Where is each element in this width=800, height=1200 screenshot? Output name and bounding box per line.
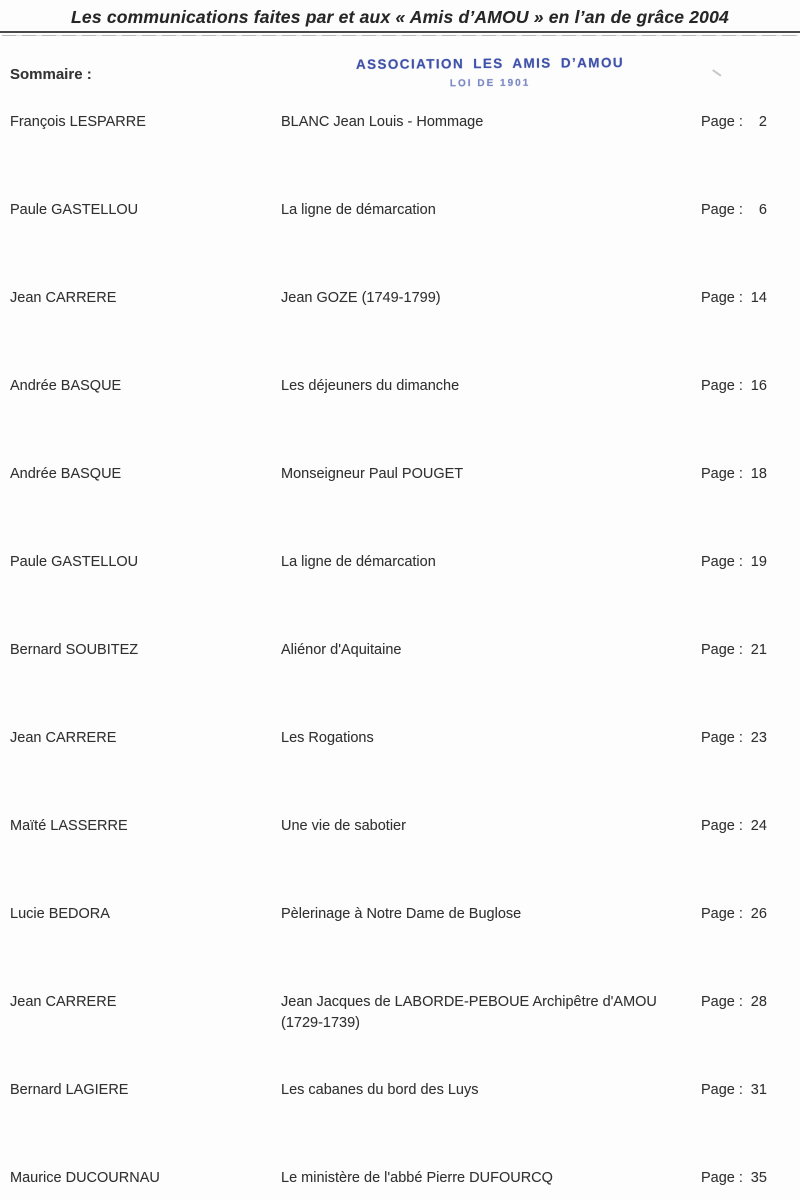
toc-entry-title: Jean GOZE (1749-1799)	[281, 290, 441, 306]
toc-page-number: 14	[750, 290, 767, 306]
toc-entry-title: La ligne de démarcation	[281, 202, 436, 218]
toc-page-label: Page :	[701, 1082, 743, 1098]
title-underline	[0, 31, 800, 33]
toc-page-number: 35	[750, 1170, 767, 1186]
toc-entry-title: Une vie de sabotier	[281, 818, 406, 834]
toc-page-number: 31	[750, 1082, 767, 1098]
toc-page-number: 2	[758, 114, 767, 130]
toc-page-cell	[701, 816, 800, 837]
toc-page-label: Page :	[701, 114, 743, 130]
toc-author-name: Jean CARRERE	[10, 290, 117, 306]
toc-author-name: Andrée BASQUE	[10, 466, 122, 482]
toc-row	[0, 904, 800, 992]
toc-entry-title: Pèlerinage à Notre Dame de Buglose	[281, 906, 522, 922]
toc-page-label: Page :	[701, 466, 743, 482]
toc-row	[0, 376, 800, 464]
toc-page-label: Page :	[701, 730, 743, 746]
toc-entry-title: Aliénor d'Aquitaine	[281, 642, 402, 658]
toc-entry-title: Les cabanes du bord des Luys	[281, 1082, 479, 1098]
toc-author-name: Jean CARRERE	[10, 730, 117, 746]
toc-page-cell	[701, 288, 800, 309]
toc-page-number: 28	[750, 994, 767, 1010]
toc-author-name: Paule GASTELLOU	[10, 202, 139, 218]
toc-page-cell	[701, 552, 800, 573]
toc-entry-title: Jean Jacques de LABORDE-PEBOUE Archipêtre d'AMOU (1729-1739)	[281, 994, 657, 1031]
toc-page-number: 19	[750, 554, 767, 570]
toc-author-name: Lucie BEDORA	[10, 906, 110, 922]
toc-row	[0, 464, 800, 552]
toc-page-number: 6	[758, 202, 767, 218]
toc-page-cell	[701, 376, 800, 397]
toc-author-name: Jean CARRERE	[10, 994, 117, 1010]
toc-author-name: Paule GASTELLOU	[10, 554, 139, 570]
toc-page-label: Page :	[701, 202, 743, 218]
toc-row	[0, 200, 800, 288]
toc-entry-title: Les Rogations	[281, 730, 374, 746]
toc-row	[0, 112, 800, 200]
toc-row	[0, 640, 800, 728]
toc-row	[0, 1168, 800, 1200]
toc-page-cell	[701, 1168, 800, 1189]
toc-author-name: Maïté LASSERRE	[10, 818, 128, 834]
toc-page-label: Page :	[701, 1170, 743, 1186]
toc-row	[0, 1080, 800, 1168]
toc-page-cell	[701, 200, 800, 221]
toc-row	[0, 728, 800, 816]
toc-page-cell	[701, 112, 800, 133]
toc-page-label: Page :	[701, 290, 743, 306]
toc-row	[0, 552, 800, 640]
table-of-contents	[0, 112, 800, 1200]
toc-author-name: Andrée BASQUE	[10, 378, 122, 394]
toc-page-cell	[701, 640, 800, 661]
toc-page-number: 24	[750, 818, 767, 834]
toc-page-number: 23	[750, 730, 767, 746]
toc-row	[0, 992, 800, 1080]
scan-artifact-mark	[712, 69, 721, 76]
toc-page-label: Page :	[701, 642, 743, 658]
toc-author-name: François LESPARRE	[10, 114, 146, 130]
toc-author-name: Bernard LAGIERE	[10, 1082, 129, 1098]
toc-page-label: Page :	[701, 994, 743, 1010]
toc-row	[0, 816, 800, 904]
toc-entry-title: Le ministère de l'abbé Pierre DUFOURCQ	[281, 1170, 553, 1186]
toc-page-label: Page :	[701, 818, 743, 834]
toc-entry-title: Monseigneur Paul POUGET	[281, 466, 464, 482]
toc-page-label: Page :	[701, 554, 743, 570]
toc-author-name: Bernard SOUBITEZ	[10, 642, 139, 658]
toc-page-cell	[701, 904, 800, 925]
toc-page-number: 16	[750, 378, 767, 394]
toc-page-label: Page :	[701, 906, 743, 922]
toc-page-cell	[701, 992, 800, 1013]
toc-page-label: Page :	[701, 378, 743, 394]
association-stamp	[345, 55, 635, 90]
toc-page-number: 21	[750, 642, 767, 658]
document-title: Les communications faites par et aux « Amis d’AMOU » en l’an de grâce 2004	[71, 7, 729, 27]
toc-entry-title: Les déjeuners du dimanche	[281, 378, 460, 394]
toc-page-cell	[701, 464, 800, 485]
toc-entry-title: La ligne de démarcation	[281, 554, 436, 570]
toc-page-number: 18	[750, 466, 767, 482]
toc-entry-title: BLANC Jean Louis - Hommage	[281, 114, 484, 130]
sommaire-label: Sommaire :	[10, 66, 92, 83]
toc-page-cell	[701, 728, 800, 749]
title-underline-faint	[2, 35, 798, 36]
toc-author-name: Maurice DUCOURNAU	[10, 1170, 160, 1186]
stamp-law-line: LOI DE 1901	[449, 77, 531, 90]
toc-row	[0, 288, 800, 376]
toc-page-number: 26	[750, 906, 767, 922]
toc-page-cell	[701, 1080, 800, 1101]
stamp-association-name: ASSOCIATION LES AMIS D’AMOU	[355, 55, 625, 72]
